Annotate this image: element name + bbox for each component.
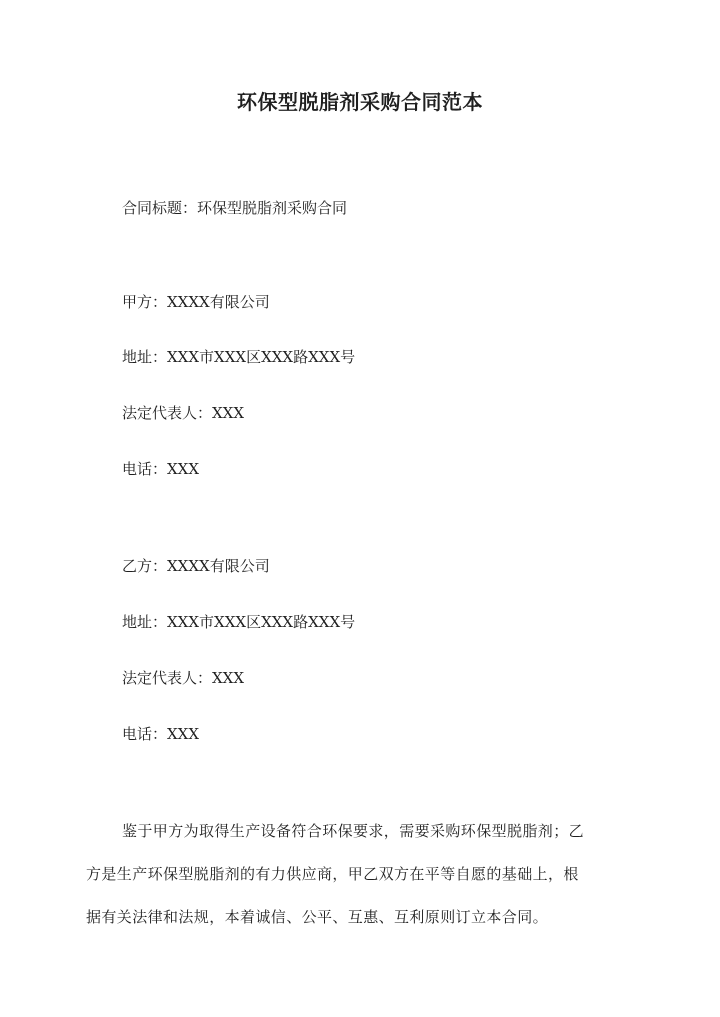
party-a-representative: 法定代表人：XXX — [122, 404, 245, 422]
party-b-representative: 法定代表人：XXX — [122, 669, 245, 687]
party-a-phone: 电话：XXX — [122, 460, 200, 478]
party-a-address: 地址：XXX市XXX区XXX路XXX号 — [122, 348, 356, 366]
contract-title-line: 合同标题：环保型脱脂剂采购合同 — [122, 199, 348, 217]
party-b-name: 乙方：XXXX有限公司 — [122, 557, 270, 575]
preamble-line-2: 方是生产环保型脱脂剂的有力供应商，甲乙双方在平等自愿的基础上，根 — [86, 865, 579, 883]
party-a-name: 甲方：XXXX有限公司 — [122, 293, 270, 311]
party-b-address: 地址：XXX市XXX区XXX路XXX号 — [122, 613, 356, 631]
preamble-line-1: 鉴于甲方为取得生产设备符合环保要求，需要采购环保型脱脂剂；乙 — [122, 822, 585, 840]
party-b-phone: 电话：XXX — [122, 725, 200, 743]
document-title: 环保型脱脂剂采购合同范本 — [237, 90, 483, 114]
preamble-line-3: 据有关法律和法规，本着诚信、公平、互惠、互利原则订立本合同。 — [86, 908, 549, 926]
